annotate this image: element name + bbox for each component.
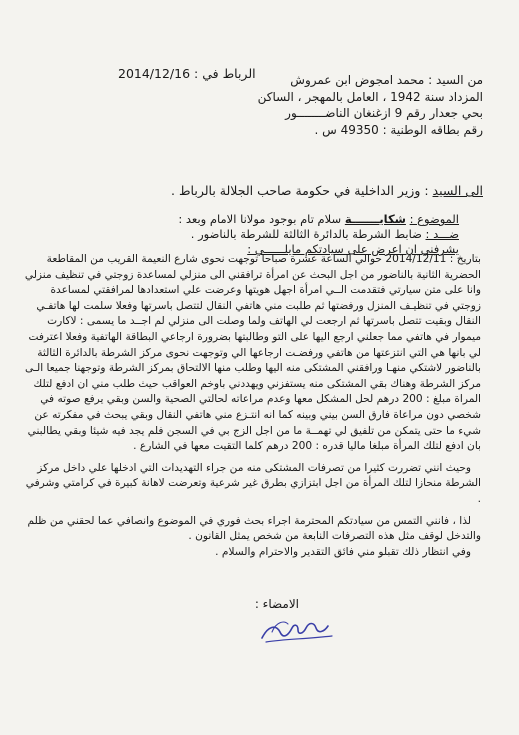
body-paragraph: لذا ، فانني التمس من سيادتكم المحترمة اجراء بحث فوري في الموضوع وانصافي عما لحقني من ظلم والتدخل لوقف مثل هذه التصرفات النابعة من شخص يمثل القانون . [27,514,481,543]
intro-line: يشرفني ان اعرض على سيادتكم مايلــــــي : [247,242,459,256]
addressee-prefix: الى السيد [432,183,483,198]
against-label: ضـــد : [425,227,459,241]
subject-label: الموضوع : [409,212,459,226]
addressee-line [171,183,483,198]
against-line [99,227,459,242]
subject-greeting: سلام تام بوجود مولانا الامام وبعد : [178,212,345,226]
sender-address-line: بحي جعدار رقم 9 ازغنغان الناضــــــــور [285,106,483,120]
subject-line [99,212,459,227]
sender-name-line: من السيد : محمد امجوض ابن عمروش [290,73,483,87]
sender-id-line: رقم بطاقه الوطنية : 49350 س . [314,122,483,137]
subject-word: شكايـــــــة [344,212,406,226]
addressee-text: : وزير الداخلية في حكومة صاحب الجلالة بالرباط . [171,183,433,198]
body-paragraph: بتاريخ : 2014/12/11 حوالي الساعة عشرة صباحا توجهت نحوى شارع النعيمة القريب من المقاطعة الحضرية الثانية بالناضور من اجل البحث عن امرأة ترافقني الى منزلي لمساعدة زوجتي في تنظيف منزلي وانا على متن سيارتي فتقدمت الــي امرأة اجهل هويتها وعرضت علي استعدادها لمرافقتي لمساعدة زوجتي في تنظيـف المنزل ورفضتها ثم طلبت مني هاتفي النقال لتتصل باسرتها وفعلا سلمت لها هاتفـي النقال وبقيت تتصل باسرتها ثم ارجعت لي الهاتف ولما وصلت الى منزلي لم اجــد ما يسمى : لاكارت ميموار في هاتفي مما جعلني ارجع اليها على التو وطالبتها بضرورة ارجاعي البطاقة الهاتفية وفعلا اعترفت لي بانها هي التي انتزعتها من هاتفي ورفضـت ارجاعها الي وتوجهت نحوى مركز الشرطة بالدائرة الثالثة بالناضور لاشتكي منهـا ورافقني المشتكى منه اليها وطلب منها الالتحاق بمركز الشرطة وتوجهنا جميعا الـى مركز الشرطة وهناك بقي المشتكى منه يستفزني ويهددني باوخم العواقب حيث طلب مني ان ادفع لتلك المراة مبلغ : 200 درهم لحل المشكل معها وعدم مراعاته لحالتي الصحية والسن وبقي يرفع صوته في شخصي دون مراعاة فارق السن بيني وبينه كما انه انتـزع مني هاتفي النقال وبقي يبحث في مفكرته عن شيء ما حتى يتمكن من تلفيق لي تهمــة ما من اجل الزج بي في السجن فلم يجد فيه شيئا وبقي يطالبني بان ادفع لتلك المرأة مبلغا ماليا قدره : 200 درهم كلما التقيت معها في الشارع . [24,253,481,453]
handwritten-signature [258,612,338,648]
against-text: ضابط الشرطة بالدائرة الثالثة للشرطة بالناضور . [190,227,426,241]
date-line: الرباط في : 2014/12/16 [118,66,256,81]
subject-block [99,212,459,257]
sender-block [213,72,483,138]
body-paragraph: وحيث انني تضررت كثيرا من تصرفات المشتكى منه من جراء التهديدات التي ادخلها علي داخل مركز الشرطة منحازا لتلك المرأة من اجل ابتزازي بطرق غير شرعية وتعرضت لاهانة كبيرة في كرامتي وشرفي . [25,461,481,505]
signature-label: الامضاء : [254,597,299,611]
sender-birth-line: المزداد سنة 1942 ، العامل بالمهجر ، الساكن [257,89,483,104]
body-paragraph: وفي انتظار ذلك تقبلو مني فائق التقدير والاحترام والسلام . [215,545,471,558]
letter-body [20,252,481,560]
